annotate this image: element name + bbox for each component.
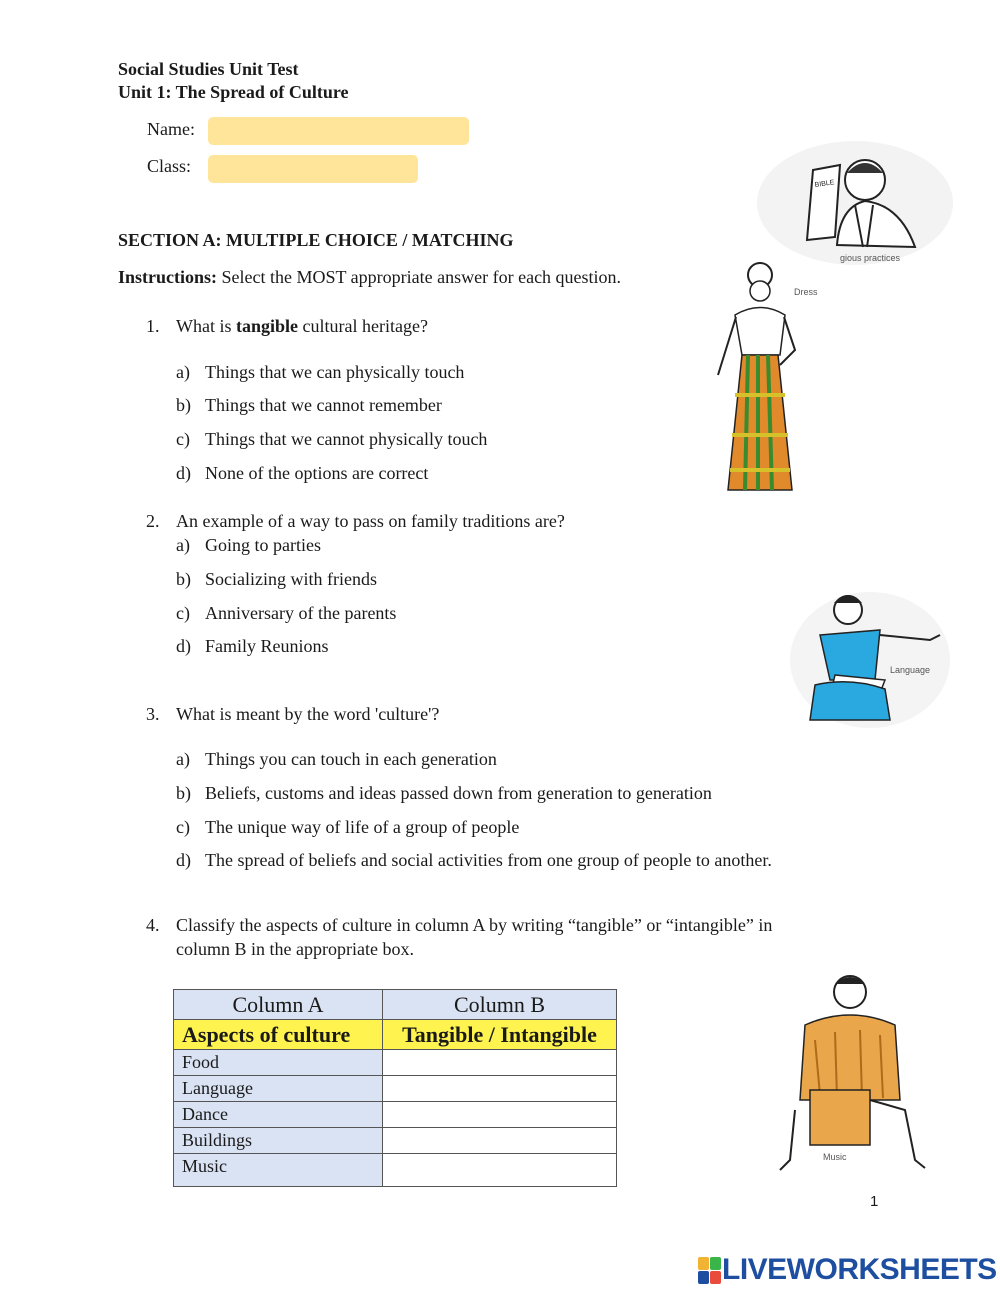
answer-cell[interactable] [383,1076,617,1102]
test-title: Social Studies Unit Test [118,59,299,79]
woman-blouse [735,308,785,356]
option-letter: b) [176,783,191,803]
question-text: What is meant by the word 'culture'? [176,704,440,724]
q1-option-c[interactable] [176,429,487,450]
option-text: The unique way of life of a group of people [205,817,520,837]
class-input[interactable] [208,155,418,183]
instructions-text: Select the MOST appropriate answer for each question. [217,267,622,287]
table-row [174,1102,617,1128]
classification-table [173,989,617,1187]
option-text: Things that we can physically touch [205,362,465,382]
question-number: 1. [146,316,160,336]
dress-caption: Dress [794,287,818,297]
answer-cell[interactable] [383,1128,617,1154]
aspect-cell: Food [174,1050,383,1076]
q2-option-d[interactable] [176,636,329,657]
option-letter: b) [176,569,191,589]
q1-option-b[interactable] [176,395,442,416]
logo-square-1 [698,1257,709,1270]
option-letter: d) [176,850,191,870]
option-text: Family Reunions [205,636,329,656]
option-text: Anniversary of the parents [205,603,397,623]
option-text: Things that we cannot remember [205,395,442,415]
page-number: 1 [870,1193,879,1210]
col-b-header: Column B [383,990,617,1020]
table-header-row [174,990,617,1020]
religious-caption: gious practices [840,253,901,263]
option-text: Socializing with friends [205,569,377,589]
religious-practices-illustration [755,135,955,270]
option-letter: a) [176,535,190,555]
question-text-end: cultural heritage? [298,316,428,336]
question-number: 3. [146,704,160,724]
instructions-label: Instructions: [118,267,218,287]
option-letter: d) [176,463,191,483]
girl-shirt [820,630,880,680]
table-row [174,1154,617,1187]
dress-illustration [700,255,835,505]
logo-square-2 [710,1257,721,1270]
q1-option-d[interactable] [176,463,428,484]
logo-icon [698,1257,720,1283]
instructions [118,267,621,288]
q2-option-b[interactable] [176,569,377,590]
option-text: None of the options are correct [205,463,429,483]
drummer-leg-left [780,1110,795,1170]
option-text: The spread of beliefs and social activities from one group of people to another. [205,850,772,870]
name-label: Name: [147,119,195,139]
table-subheader-row [174,1020,617,1050]
question-text: What is [176,316,236,336]
drummer-shirt [800,1015,900,1100]
music-illustration [765,970,940,1185]
aspect-cell: Buildings [174,1128,383,1154]
option-text: Beliefs, customs and ideas passed down from generation to generation [205,783,712,803]
option-letter: c) [176,603,190,623]
table-row [174,1050,617,1076]
col-a-subheader: Aspects of culture [174,1020,383,1050]
table-row [174,1076,617,1102]
answer-cell[interactable] [383,1050,617,1076]
question-number: 4. [146,915,160,935]
girl-skirt [810,682,890,720]
answer-cell[interactable] [383,1102,617,1128]
question-3 [146,704,439,725]
q3-option-c[interactable] [176,817,519,838]
option-letter: c) [176,429,190,449]
drum [810,1090,870,1145]
woman-left-arm [718,317,736,375]
question-4-line2: column B in the appropriate box. [176,939,414,959]
section-heading: SECTION A: MULTIPLE CHOICE / MATCHING [118,230,514,250]
q3-option-a[interactable] [176,749,497,770]
language-caption: Language [890,665,931,675]
unit-title: Unit 1: The Spread of Culture [118,82,349,102]
book-shape [807,165,840,240]
question-bold-term: tangible [236,316,299,336]
music-caption: Music [823,1152,847,1162]
col-b-subheader: Tangible / Intangible [383,1020,617,1050]
language-illustration [790,585,955,730]
logo-text: LIVEWORKSHEETS [722,1253,997,1286]
q2-option-c[interactable] [176,603,396,624]
option-letter: d) [176,636,191,656]
q3-option-d[interactable] [176,850,772,871]
aspect-cell: Dance [174,1102,383,1128]
logo-square-4 [710,1271,721,1284]
drummer-leg [870,1100,925,1168]
book-label: BIBLE [814,179,835,189]
question-4 [146,915,772,936]
question-2 [146,511,565,532]
liveworksheets-logo[interactable] [698,1255,997,1285]
class-label: Class: [147,156,192,176]
table-row [174,1128,617,1154]
q3-option-b[interactable] [176,783,712,804]
aspect-cell: Music [174,1154,383,1187]
option-letter: a) [176,749,190,769]
question-number: 2. [146,511,160,531]
option-letter: b) [176,395,191,415]
answer-cell[interactable] [383,1154,617,1187]
question-1 [146,316,428,337]
col-a-header: Column A [174,990,383,1020]
q1-option-a[interactable] [176,362,464,383]
option-letter: a) [176,362,190,382]
woman-head [750,281,770,301]
logo-square-3 [698,1271,709,1284]
name-input[interactable] [208,117,469,145]
option-text: Things you can touch in each generation [205,749,497,769]
aspect-cell: Language [174,1076,383,1102]
q2-option-a[interactable] [176,535,321,556]
drummer-hair [835,977,865,984]
option-letter: c) [176,817,190,837]
question-text: An example of a way to pass on family traditions are? [176,511,565,531]
option-text: Things that we cannot physically touch [205,429,488,449]
option-text: Going to parties [205,535,321,555]
question-text: Classify the aspects of culture in column A by writing “tangible” or “intangible” in [176,915,773,935]
